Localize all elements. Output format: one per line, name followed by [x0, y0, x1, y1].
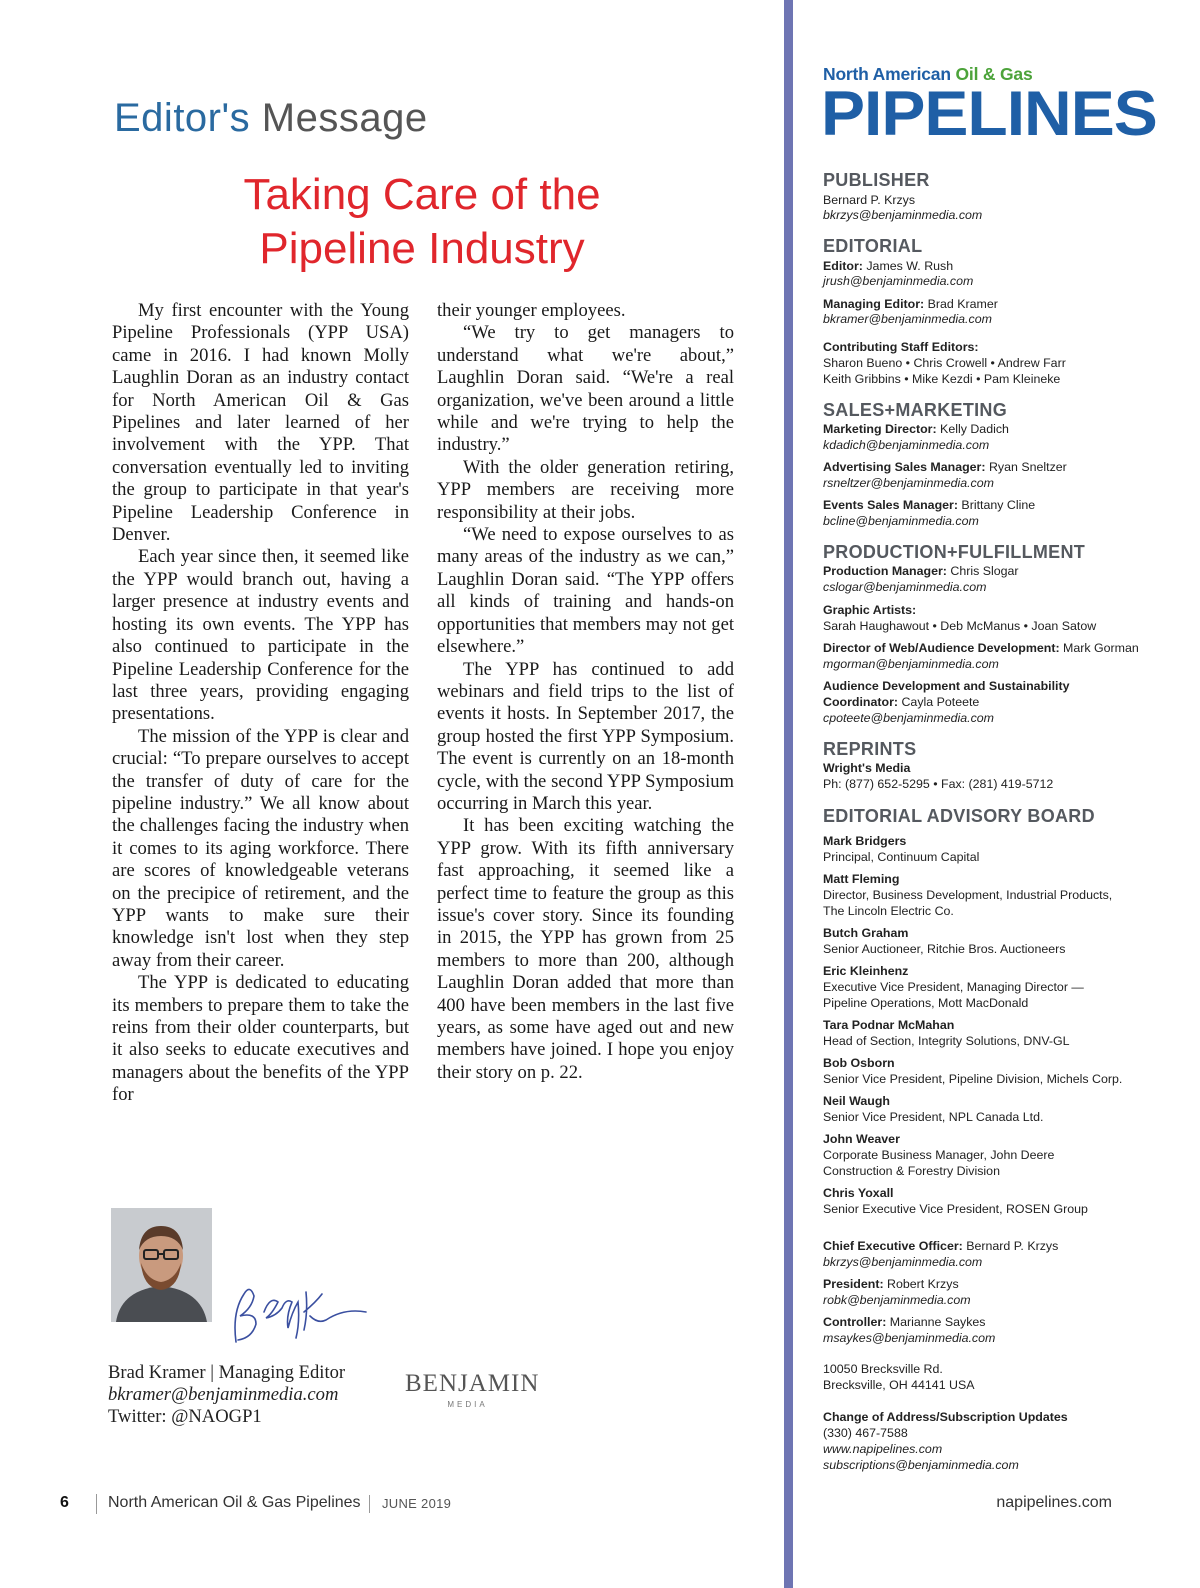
benjamin-media-logo: BENJAMIN MEDIA	[405, 1370, 540, 1409]
audience-dev-label: Audience Development and Sustainability	[823, 679, 1070, 693]
paragraph: Each year since then, it seemed like the YPP would branch out, having a larger presence at industry events and hosting its own events. The YPP has also continued to participate in the Pipeline Leadership Conference for the last three years, providing engaging presentations.	[112, 546, 409, 725]
controller-line: Controller: Marianne Saykes	[823, 1315, 986, 1329]
paragraph: The YPP has continued to add webinars and field trips to the list of events it hosts. In September 2017, the group hosted the first YPP Symposium. The event is currently on an 18-month cycle, with the second YPP Symposium occurring in March this year.	[437, 658, 734, 814]
subscription-phone: (330) 467-7588	[823, 1426, 908, 1440]
production-heading: PRODUCTION+FULFILLMENT	[823, 542, 1086, 562]
ceo-line: Chief Executive Officer: Bernard P. Krzys	[823, 1239, 1059, 1253]
marketing-director-email[interactable]: kdadich@benjaminmedia.com	[823, 438, 990, 452]
address-line1: 10050 Brecksville Rd.	[823, 1362, 943, 1376]
reprints-heading: REPRINTS	[823, 739, 917, 759]
editorial-heading: EDITORIAL	[823, 236, 923, 256]
byline-email[interactable]: bkramer@benjaminmedia.com	[108, 1384, 339, 1405]
director-web-email[interactable]: mgorman@benjaminmedia.com	[823, 657, 999, 671]
board-member-name: Neil Waugh	[823, 1094, 890, 1108]
board-member-name: Matt Fleming	[823, 872, 900, 886]
board-member-title: Pipeline Operations, Mott MacDonald	[823, 996, 1029, 1010]
events-sales-line: Events Sales Manager: Brittany Cline	[823, 498, 1036, 512]
subscription-website[interactable]: www.napipelines.com	[823, 1442, 943, 1456]
paragraph: “We try to get managers to understand what we're about,” Laughlin Doran said. “We're a real organization, we've been around a little while and we're trying to help the industry.”	[437, 322, 734, 456]
paragraph: With the older generation retiring, YPP members are receiving more responsibility at their jobs.	[437, 456, 734, 523]
footer-divider	[96, 1494, 97, 1514]
board-member-title: Senior Auctioneer, Ritchie Bros. Auctioneers	[823, 942, 1066, 956]
paragraph: The mission of the YPP is clear and crucial: “To prepare ourselves to accept the transfer of duty of care for the pipeline industry.” We all know about the challenges facing the industry when it comes to its aging workforce. There are scores of knowledgeable veterans on the precipice of retirement, and the YPP wants to make sure their knowledge isn't lost when they step away from their career.	[112, 725, 409, 971]
director-web-line: Director of Web/Audience Development: Mark Gorman	[823, 641, 1139, 655]
graphic-artists-label: Graphic Artists:	[823, 603, 917, 617]
board-member-name: Butch Graham	[823, 926, 909, 940]
board-member-title: Director, Business Development, Industrial Products,	[823, 888, 1113, 902]
footer-date: JUNE 2019	[382, 1496, 452, 1511]
board-member-title: Principal, Continuum Capital	[823, 850, 980, 864]
president-email[interactable]: robk@benjaminmedia.com	[823, 1293, 971, 1307]
board-member-title: Head of Section, Integrity Solutions, DNV-GL	[823, 1034, 1070, 1048]
publisher-name: Bernard P. Krzys	[823, 193, 916, 207]
board-member-name: Eric Kleinhenz	[823, 964, 909, 978]
wrights-media: Wright's Media	[823, 761, 911, 775]
reprints-phone: Ph: (877) 652-5295 • Fax: (281) 419-5712	[823, 777, 1054, 791]
production-manager-email[interactable]: cslogar@benjaminmedia.com	[823, 580, 987, 594]
publisher-heading: PUBLISHER	[823, 170, 930, 190]
page-number: 6	[60, 1494, 69, 1511]
editor-line: Editor: James W. Rush	[823, 259, 954, 273]
board-member-title: Executive Vice President, Managing Director —	[823, 980, 1084, 994]
sales-heading: SALES+MARKETING	[823, 400, 1008, 420]
byline-twitter[interactable]: Twitter: @NAOGP1	[108, 1406, 262, 1427]
address-line2: Brecksville, OH 44141 USA	[823, 1378, 975, 1392]
advisory-board-heading: EDITORIAL ADVISORY BOARD	[823, 806, 1095, 826]
editor-photo	[111, 1208, 212, 1322]
events-sales-email[interactable]: bcline@benjaminmedia.com	[823, 514, 979, 528]
footer-publication: North American Oil & Gas Pipelines	[108, 1494, 361, 1511]
board-member-name: Bob Osborn	[823, 1056, 895, 1070]
ad-sales-email[interactable]: rsneltzer@benjaminmedia.com	[823, 476, 994, 490]
board-member-name: Mark Bridgers	[823, 834, 907, 848]
body-column-1	[112, 300, 409, 1107]
ad-sales-line: Advertising Sales Manager: Ryan Sneltzer	[823, 460, 1067, 474]
paragraph: their younger employees.	[437, 300, 626, 321]
board-member-name: Tara Podnar McMahan	[823, 1018, 955, 1032]
footer-url[interactable]: napipelines.com	[996, 1494, 1112, 1511]
sidebar-divider	[784, 0, 793, 1588]
editor-portrait-icon	[111, 1208, 212, 1322]
audience-dev-line: Coordinator: Cayla Poteete	[823, 695, 980, 709]
contributing-editors-line2: Keith Gribbins • Mike Kezdi • Pam Kleineke	[823, 372, 1061, 386]
publisher-email[interactable]: bkrzys@benjaminmedia.com	[823, 208, 983, 222]
body-column-2	[437, 300, 734, 1084]
article-headline: Taking Care of the Pipeline Industry	[243, 170, 601, 273]
marketing-director-line: Marketing Director: Kelly Dadich	[823, 422, 1009, 436]
paragraph: “We need to expose ourselves to as many areas of the industry as we can,” Laughlin Doran said. “The YPP offers all kinds of training and hands-on opportunities that members may not get elsewhere.”	[437, 524, 734, 658]
production-manager-line: Production Manager: Chris Slogar	[823, 564, 1019, 578]
subscription-email[interactable]: subscriptions@benjaminmedia.com	[823, 1458, 1019, 1472]
graphic-artists-names: Sarah Haughawout • Deb McManus • Joan Satow	[823, 619, 1097, 633]
footer-divider	[369, 1495, 370, 1513]
paragraph: The YPP is dedicated to educating its members to prepare them to take the reins from their older counterparts, but it also seeks to educate executives and managers about the benefits of the YPP for	[112, 972, 409, 1106]
board-member-title: Corporate Business Manager, John Deere	[823, 1148, 1055, 1162]
board-member-title: Senior Vice President, Pipeline Division, Michels Corp.	[823, 1072, 1123, 1086]
pipelines-logo-top: North American Oil & Gas	[823, 64, 1033, 84]
board-member-title: Construction & Forestry Division	[823, 1164, 1000, 1178]
board-member-title: Senior Executive Vice President, ROSEN Group	[823, 1202, 1088, 1216]
president-line: President: Robert Krzys	[823, 1277, 959, 1291]
board-member-title: The Lincoln Electric Co.	[823, 904, 954, 918]
paragraph: My first encounter with the Young Pipeline Professionals (YPP USA) came in 2016. I had known Molly Laughlin Doran as an industry contact for North American Oil & Gas Pipelines and later learned of her involvement with the YPP. That conversation eventually led to inviting the group to participate in that year's Pipeline Leadership Conference in Denver.	[112, 300, 409, 546]
controller-email[interactable]: msaykes@benjaminmedia.com	[823, 1331, 996, 1345]
paragraph: It has been exciting watching the YPP grow. With its fifth anniversary fast approaching, it seemed like a perfect time to feature the group as this issue's cover story. Since its founding in 2015, the YPP has grown from 25 members to more than 200, although Laughlin Doran added that more than 400 have been members in the last five years, as some have aged out and new members have joined. I hope you enjoy their story on p. 22.	[437, 815, 734, 1083]
contributing-editors-line1: Sharon Bueno • Chris Crowell • Andrew Farr	[823, 356, 1066, 370]
ceo-email[interactable]: bkrzys@benjaminmedia.com	[823, 1255, 983, 1269]
subscription-label: Change of Address/Subscription Updates	[823, 1410, 1068, 1424]
pipelines-logo: PIPELINES	[821, 78, 1157, 149]
audience-dev-email[interactable]: cpoteete@benjaminmedia.com	[823, 711, 994, 725]
editor-email[interactable]: jrush@benjaminmedia.com	[823, 274, 974, 288]
managing-editor-email[interactable]: bkramer@benjaminmedia.com	[823, 312, 992, 326]
managing-editor-line: Managing Editor: Brad Kramer	[823, 297, 998, 311]
contributing-editors-label: Contributing Staff Editors:	[823, 340, 979, 354]
board-member-title: Senior Vice President, NPL Canada Ltd.	[823, 1110, 1044, 1124]
signature	[226, 1272, 376, 1352]
byline-name: Brad Kramer | Managing Editor	[108, 1362, 346, 1383]
board-member-name: Chris Yoxall	[823, 1186, 894, 1200]
section-title: Editor's Message	[114, 96, 428, 140]
byline	[108, 1362, 345, 1428]
board-member-name: John Weaver	[823, 1132, 900, 1146]
